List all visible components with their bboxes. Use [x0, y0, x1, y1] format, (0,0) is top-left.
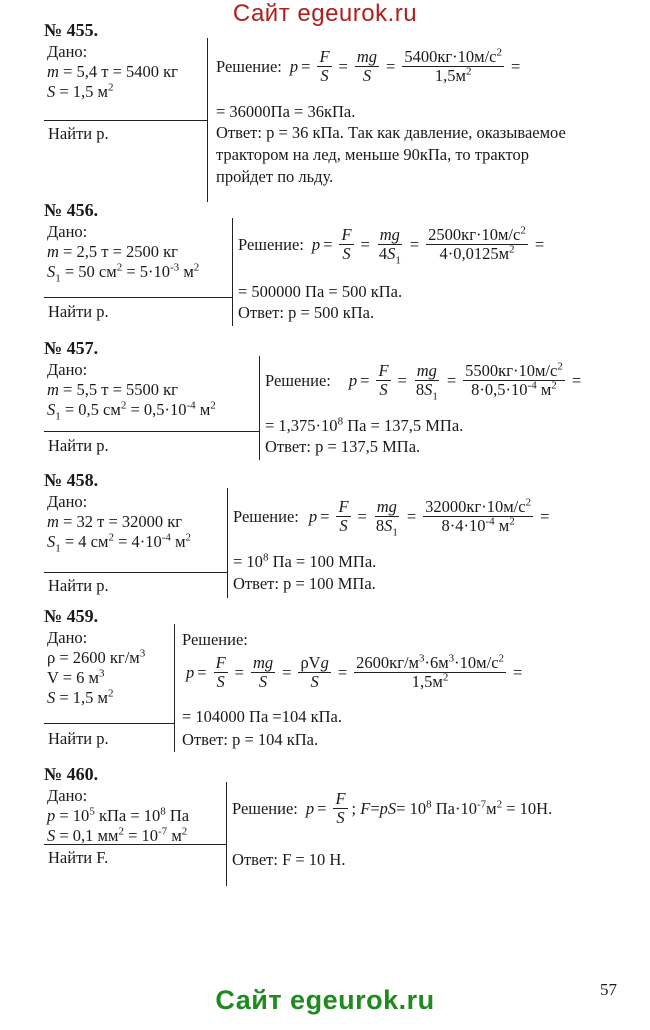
given-label: Дано: [47, 492, 88, 511]
solution-result: = 500000 Па = 500 кПа. [238, 282, 403, 301]
solution-formula: Решение: p = $\frac{F}{S}$ = $\frac{mg}{4S_1}$ = $\frac{2500кг\cdot 10м/с^2}{4\cdot 0,0125м^2}$ = [238, 224, 545, 267]
given-area: $S_1 = 50$ $см^2 = 5\cdot 10^{-3}$ $м^2$ [47, 261, 200, 285]
given-block [47, 42, 178, 102]
given-block [47, 628, 145, 708]
solution-label: Решение: [233, 506, 299, 526]
given-divider [44, 572, 227, 573]
solution-formula: p = $\frac{F}{S}$ = $\frac{mg}{S}$ = $\frac{\text{ρVg}}{S}$ = $\frac{2600кг/м^3\cdot 6м^3\cdot 10м/с^2}{1,5м^2}$ = [186, 652, 523, 691]
given-block [47, 786, 189, 846]
problem-number: № 455. [44, 20, 99, 40]
problem-number: № 457. [44, 338, 99, 358]
given-block [47, 492, 192, 555]
given-divider [44, 297, 232, 298]
solution-label: Решение: [232, 798, 298, 818]
given-density: ρ = 2600 $кг/м^3$ [47, 647, 146, 667]
answer: Ответ: F = 10 Н. [232, 850, 346, 869]
given-pressure: $p = 10^5$ кПа = $10^8$ Па [47, 805, 190, 825]
solution-divider [232, 218, 233, 326]
given-area: S = 1,5 $м^2$ [47, 81, 114, 101]
solution-divider [174, 624, 175, 752]
given-mass: m = 32 т = 32000 кг [47, 512, 183, 531]
solution-result: = $1,375\cdot 10^8$ Па = 137,5 МПа. [265, 415, 464, 435]
given-mass: m = 2,5 т = 2500 кг [47, 242, 178, 261]
answer-line: трактором на лед, меньше 90кПа, то трактор [216, 145, 529, 164]
solution-result: = 36000Па = 36кПа. [216, 102, 356, 121]
solution-formula: Решение: p = $\frac{F}{S}$ ; $F=pS= 10^8$ $Па\cdot 10^{-7}м^2 = 10Н$. [232, 789, 553, 827]
given-divider [44, 120, 207, 121]
solution-label: Решение: [265, 370, 331, 390]
given-area: S = 0,1 $мм^2 = 10^{-7}$ $м^2$ [47, 825, 188, 845]
solution-divider [226, 782, 227, 886]
answer: Ответ: p = 100 МПа. [233, 574, 376, 593]
solution-formula: Решение: p = $\frac{F}{S}$ = $\frac{mg}{8S_1}$ = $\frac{32000кг\cdot 10м/с^2}{8\cdot 4\cdot 10^{-4} м^2}$ = [233, 496, 550, 539]
answer: Ответ: p = 137,5 МПа. [265, 437, 421, 456]
solution-formula: Решение: p = $\frac{F}{S}$ = $\frac{mg}{8S_1}$ = $\frac{5500кг\cdot 10м/с^2}{8\cdot 0,5\cdot 10^{-4} м^2}$ = [265, 360, 582, 403]
watermark-top: Сайт egeurok.ru [232, 0, 418, 27]
solution-formula: Решение: p = $\frac{F}{S}$ = $\frac{mg}{S}$ = $\frac{5400кг\cdot 10м/с^2}{1,5м^2}$ = [216, 46, 521, 85]
problem-number: № 458. [44, 470, 99, 490]
solution-label: Решение: [216, 56, 282, 76]
given-area: $S_1 = 4$ $см^2 = 4\cdot 10^{-4}$ $м^2$ [47, 531, 192, 555]
problem-number: № 460. [44, 764, 99, 784]
given-label: Дано: [47, 360, 88, 379]
solution-divider [259, 356, 260, 460]
problem-number: № 456. [44, 200, 99, 220]
answer-line: пройдет по льду. [216, 167, 334, 186]
find-label: Найти p. [48, 302, 109, 321]
given-block [47, 222, 200, 285]
given-divider [44, 431, 259, 432]
given-area: S = 1,5 $м^2$ [47, 687, 114, 707]
find-label: Найти p. [48, 576, 109, 595]
solution-divider [207, 38, 208, 202]
answer-line: Ответ: p = 36 кПа. Так как давление, оказываемое [216, 123, 566, 142]
solution-result: = $10^8$ Па = 100 МПа. [233, 551, 377, 571]
given-label: Дано: [47, 222, 88, 241]
given-divider [44, 723, 174, 724]
page-number: 57 [600, 980, 617, 999]
given-label: Дано: [47, 628, 88, 647]
find-label: Найти p. [48, 729, 109, 748]
given-label: Дано: [47, 42, 88, 61]
answer: Ответ: p = 104 кПа. [182, 730, 319, 749]
solution-divider [227, 488, 228, 598]
problem-number: № 459. [44, 606, 99, 626]
given-mass: m = 5,4 т = 5400 кг [47, 62, 178, 81]
solution-label: Решение: [238, 234, 304, 254]
solution-result: = 104000 Па =104 кПа. [182, 707, 342, 726]
find-label: Найти p. [48, 436, 109, 455]
given-block [47, 360, 216, 423]
solution-label: Решение: [182, 630, 248, 649]
given-volume: V = 6 $м^3$ [47, 667, 105, 687]
given-label: Дано: [47, 786, 88, 805]
find-label: Найти p. [48, 124, 109, 143]
answer-block [216, 122, 616, 188]
watermark-bottom: Сайт egeurok.ru [215, 985, 435, 1015]
given-area: $S_1 = 0,5$ $см^2 = 0,5\cdot 10^{-4}$ $м^2$ [47, 399, 216, 423]
given-divider [44, 844, 226, 845]
find-label: Найти F. [48, 848, 109, 867]
answer: Ответ: p = 500 кПа. [238, 303, 375, 322]
given-mass: m = 5,5 т = 5500 кг [47, 380, 178, 399]
